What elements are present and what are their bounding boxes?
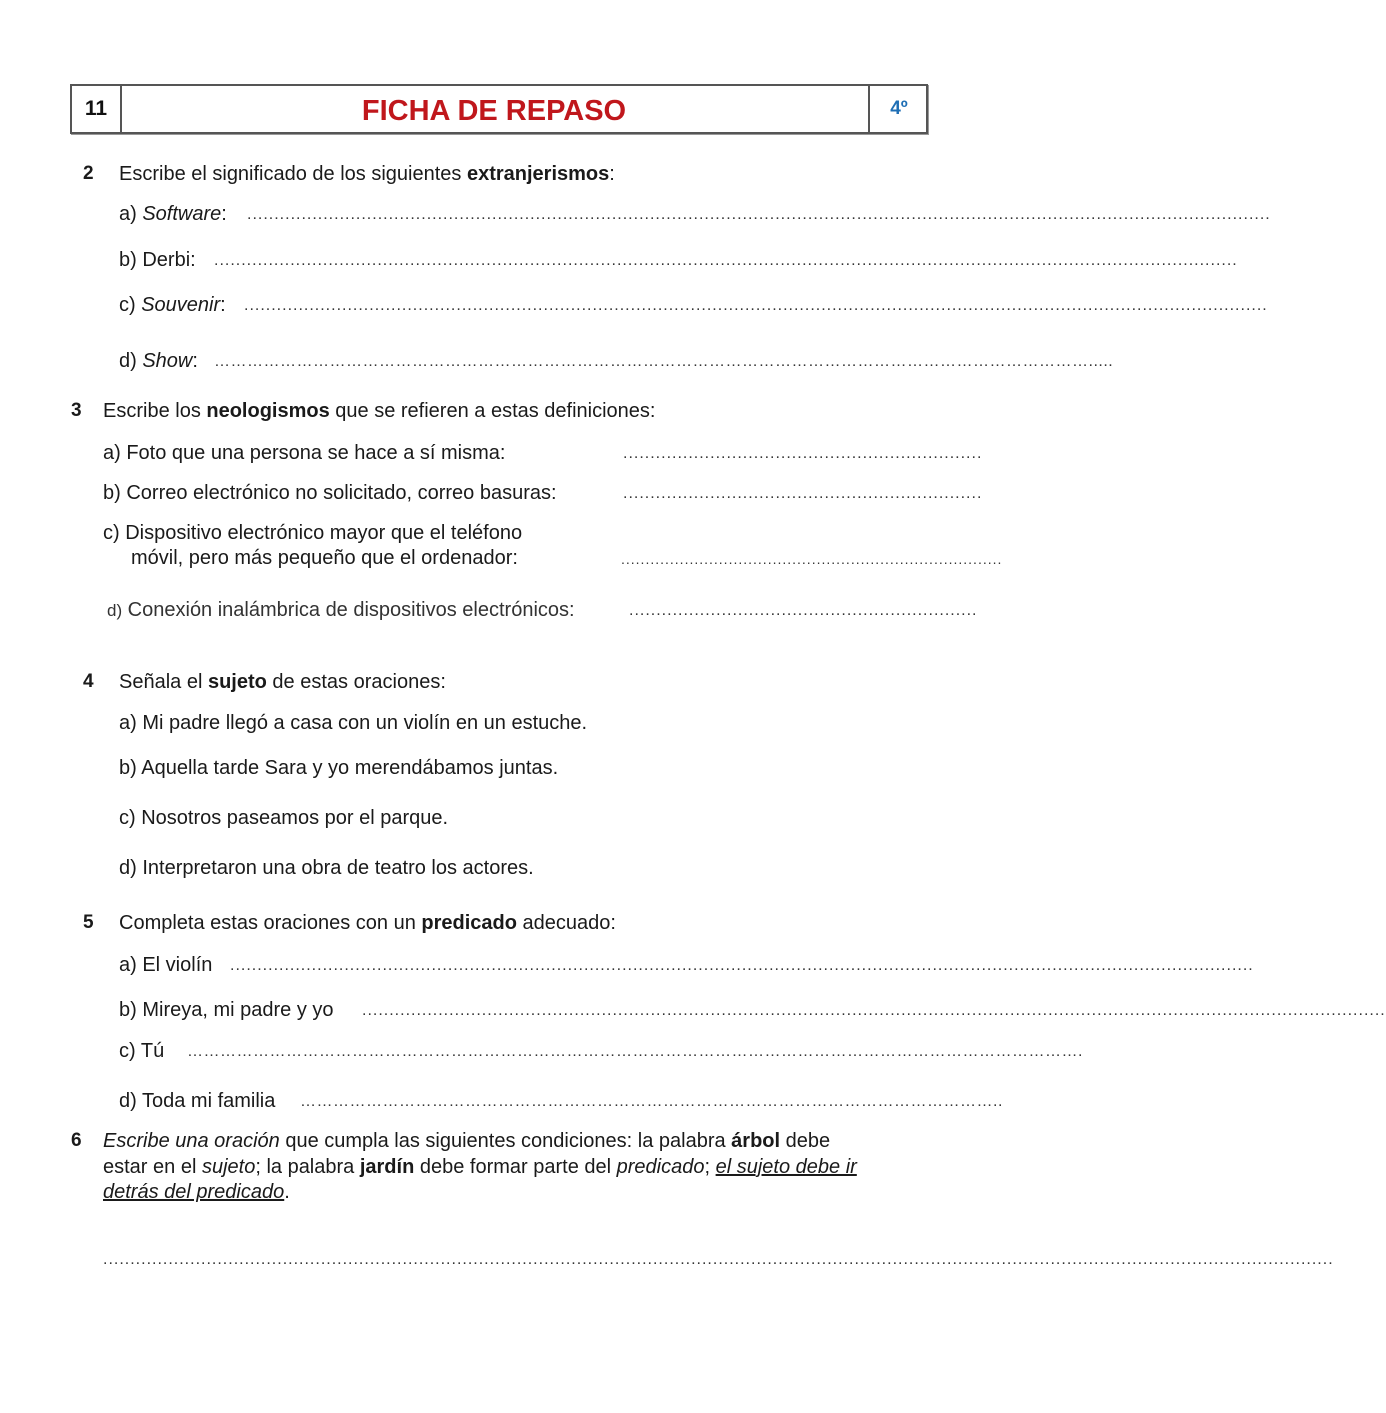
answer-line-2c[interactable]: ............................................................................................................................................................................................	[244, 297, 1268, 314]
section-4-item-d[interactable]: d) Interpretaron una obra de teatro los actores.	[119, 857, 534, 879]
section-4-number: 4	[83, 671, 94, 692]
section-4-item-b[interactable]: b) Aquella tarde Sara y yo merendábamos juntas.	[119, 757, 559, 779]
section-5-prompt: Completa estas oraciones con un predicado adecuado:	[119, 912, 616, 934]
section-2-item-d: d) Show:	[119, 350, 198, 372]
answer-line-3b[interactable]: ..................................................................	[623, 485, 983, 502]
section-6-number: 6	[71, 1130, 82, 1151]
section-3-item-b: b) Correo electrónico no solicitado, correo basuras:	[103, 482, 557, 504]
answer-line-2d[interactable]: …………………………………………………………………………………………………………………………………………….....	[214, 353, 1114, 370]
answer-line-3d[interactable]: ................................................................	[629, 602, 978, 619]
section-3-item-a: a) Foto que una persona se hace a sí misma:	[103, 442, 506, 464]
section-2-prompt: Escribe el significado de los siguientes extranjerismos:	[119, 163, 615, 185]
answer-line-5b[interactable]: ............................................................................................................................................................................................	[362, 1002, 1386, 1019]
section-3-prompt: Escribe los neologismos que se refieren a estas definiciones:	[103, 400, 656, 422]
answer-line-5c[interactable]: ……………………………………………………………………………………………………………………………………………….	[187, 1043, 1083, 1060]
section-5-item-c: c) Tú	[119, 1040, 165, 1062]
page-title: FICHA DE REPASO	[361, 94, 627, 127]
section-5-item-d: d) Toda mi familia	[119, 1090, 276, 1112]
section-2-item-a: a) Software:	[119, 203, 227, 225]
section-3-number: 3	[71, 400, 82, 421]
section-2-item-b: b) Derbi:	[119, 249, 196, 271]
section-5-number: 5	[83, 912, 94, 933]
section-3-item-d: d) Conexión inalámbrica de dispositivos electrónicos:	[107, 599, 575, 621]
answer-line-3a[interactable]: ..................................................................	[623, 445, 983, 462]
sheet-number: 11	[72, 86, 122, 132]
section-4-item-c[interactable]: c) Nosotros paseamos por el parque.	[119, 807, 449, 829]
worksheet-header	[70, 84, 928, 134]
section-6-prompt-line-1: Escribe una oración que cumpla las siguientes condiciones: la palabra árbol debe	[103, 1130, 831, 1152]
answer-line-2a[interactable]: ............................................................................................................................................................................................	[247, 206, 1271, 223]
answer-line-6[interactable]: ..................................................................................................................................................................................................................................	[103, 1251, 1334, 1268]
section-4-prompt: Señala el sujeto de estas oraciones:	[119, 671, 446, 693]
answer-line-5a[interactable]: ............................................................................................................................................................................................	[230, 957, 1254, 974]
section-5-item-a: a) El violín	[119, 954, 213, 976]
section-6-prompt-line-3: detrás del predicado.	[103, 1181, 290, 1203]
section-2-item-c: c) Souvenir:	[119, 294, 226, 316]
section-3-item-c-cont: móvil, pero más pequeño que el ordenador:	[131, 547, 518, 569]
answer-line-5d[interactable]: ………………………………………………………………………………………………………………..	[300, 1093, 1003, 1110]
section-5-item-b: b) Mireya, mi padre y yo	[119, 999, 334, 1021]
section-4-item-a[interactable]: a) Mi padre llegó a casa con un violín en un estuche.	[119, 712, 588, 734]
answer-line-3c[interactable]: ..............................................................................	[621, 551, 1003, 567]
grade-label: 4º	[868, 86, 928, 132]
section-3-item-c: c) Dispositivo electrónico mayor que el teléfono	[103, 522, 523, 544]
answer-line-2b[interactable]: ............................................................................................................................................................................................	[214, 252, 1238, 269]
section-2-number: 2	[83, 163, 94, 184]
section-6-prompt-line-2: estar en el sujeto; la palabra jardín debe formar parte del predicado; el sujeto debe ir	[103, 1156, 857, 1178]
